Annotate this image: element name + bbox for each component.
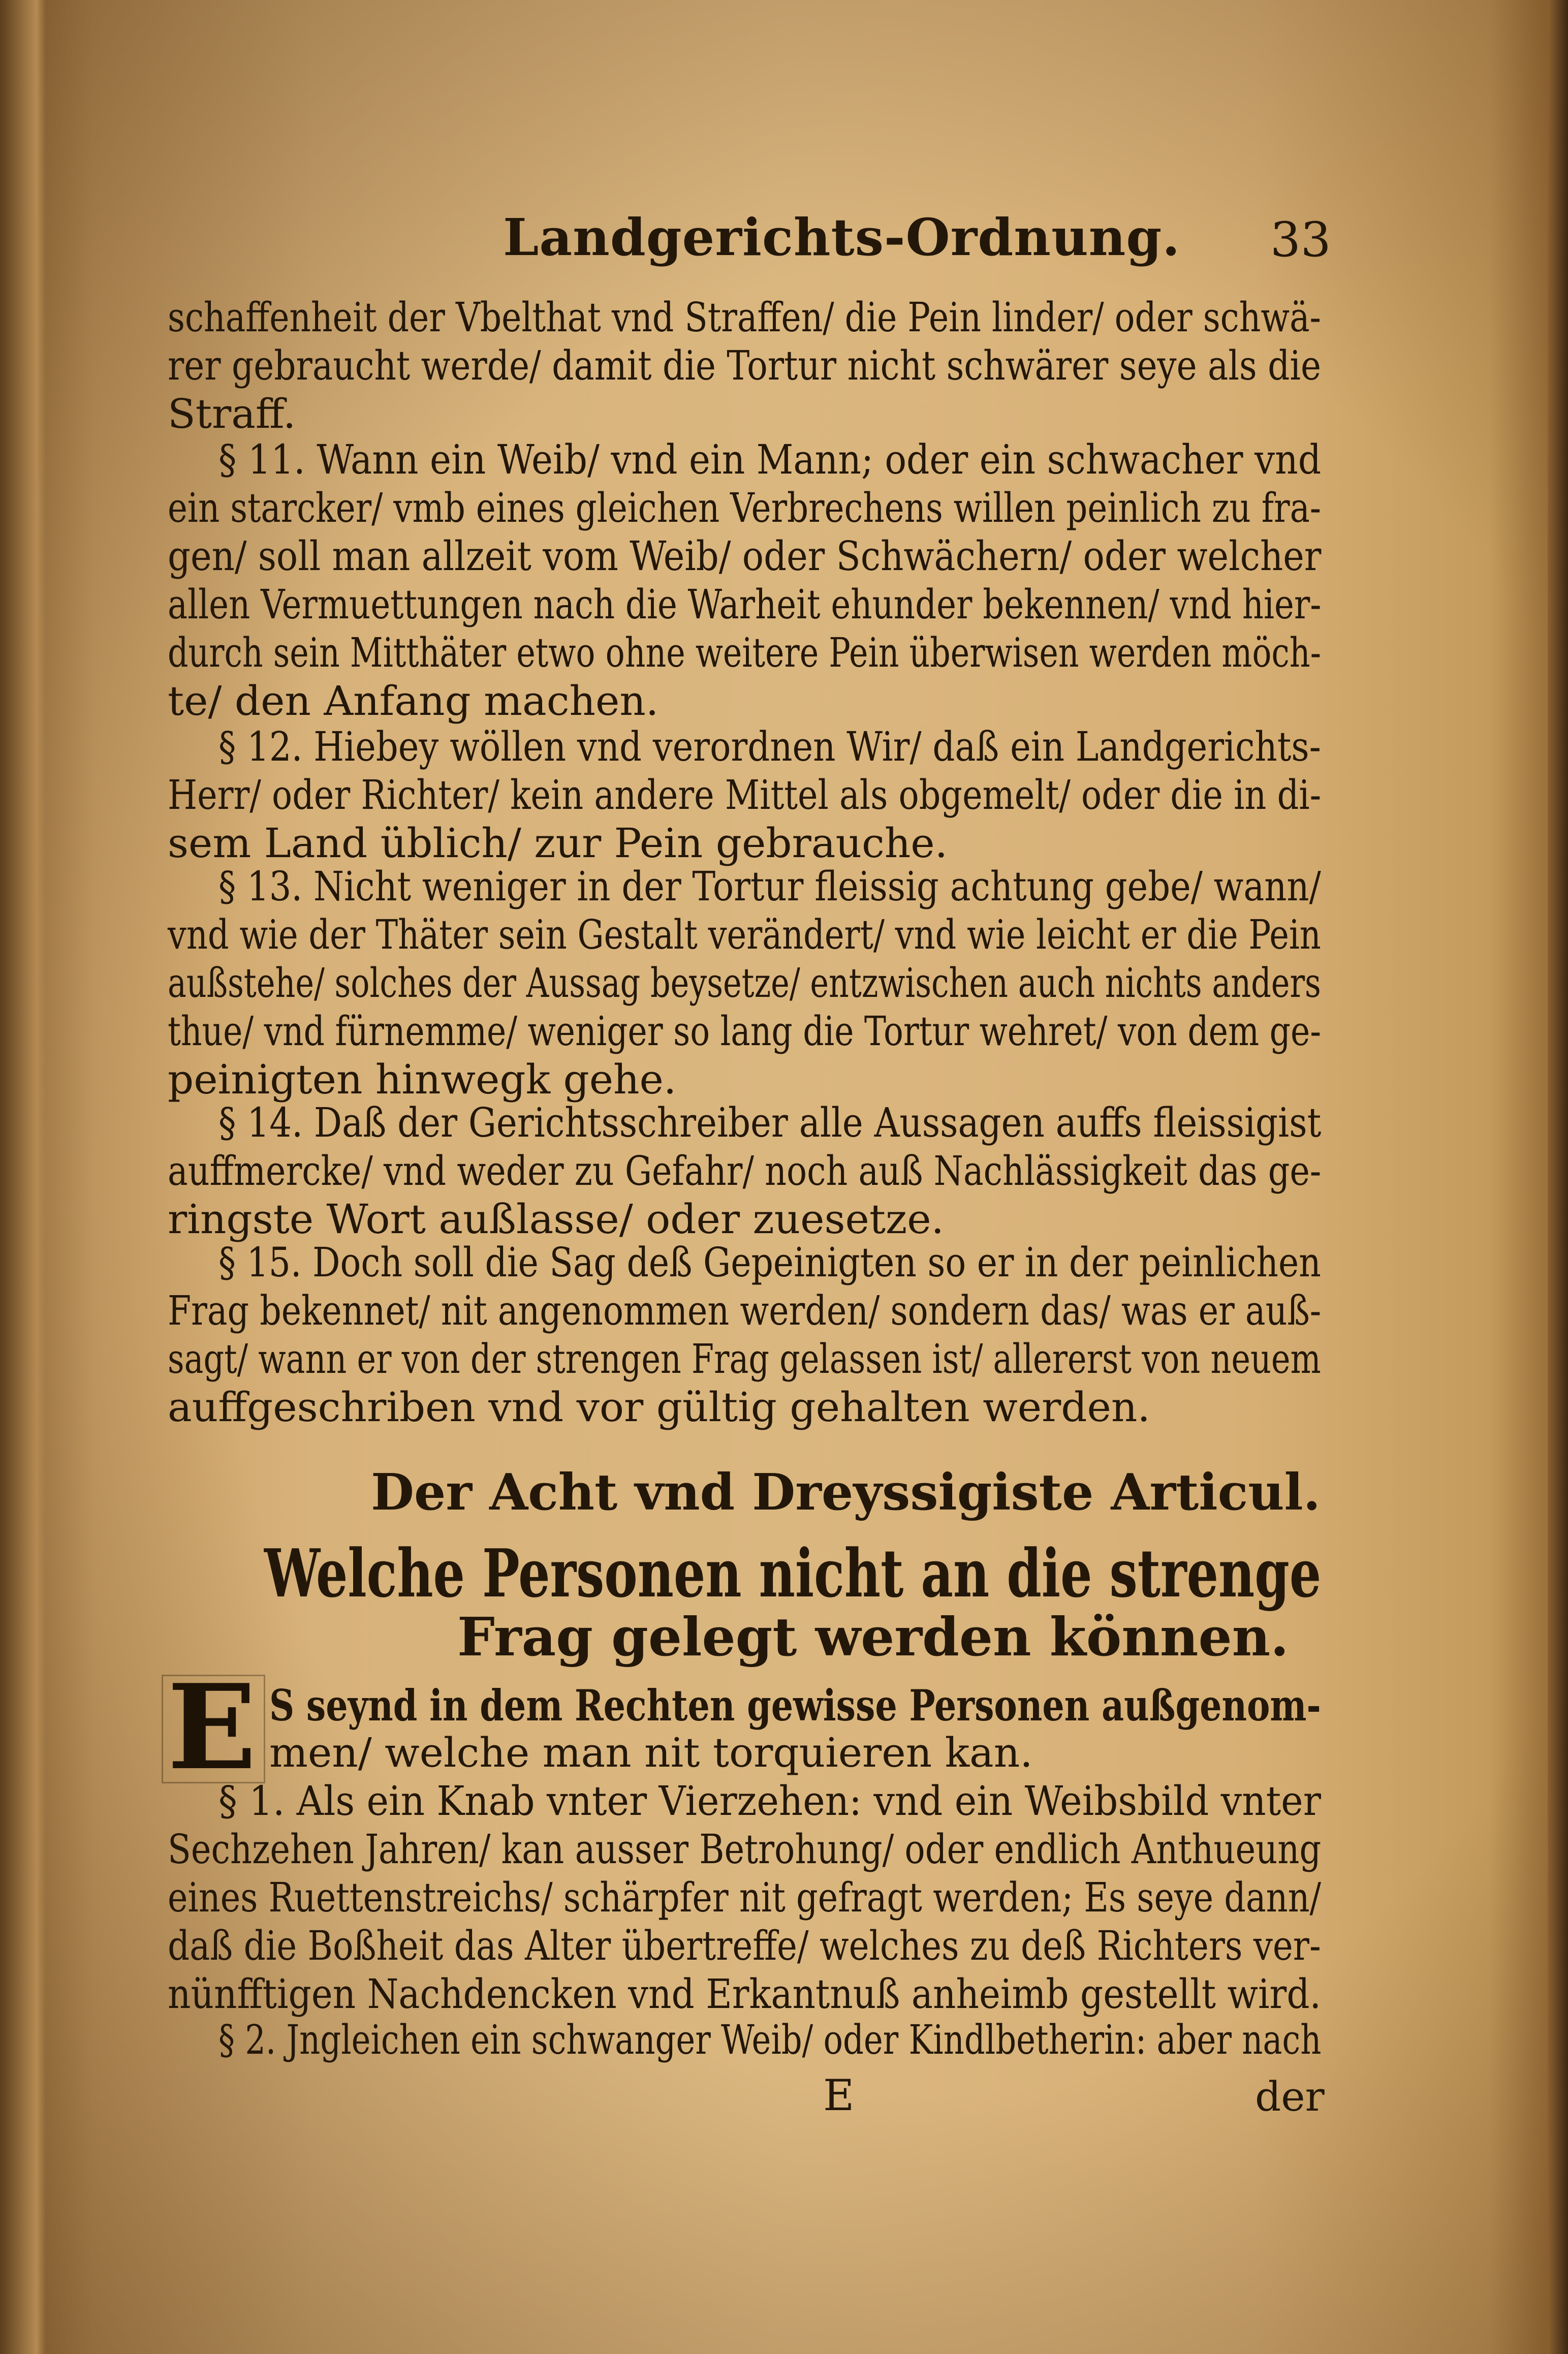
page-number: 33 [1270,212,1331,268]
text-line: thue/ vnd fürnemme/ weniger so lang die Tortur wehret/ von dem ge- [168,1008,1322,1055]
text-line: Herr/ oder Richter/ kein andere Mittel als obgemelt/ oder die in di- [168,771,1322,819]
text-line: § 1. Als ein Knab vnter Vierzehen: vnd ein Weibsbild vnter [218,1777,1321,1825]
text-line: gen/ soll man allzeit vom Weib/ oder Schwächern/ oder welcher [168,532,1322,580]
text-line: schaffenheit der Vbelthat vnd Straffen/ die Pein linder/ oder schwä- [168,294,1321,341]
text-line: § 11. Wann ein Weib/ vnd ein Mann; oder ein schwacher vnd [218,436,1322,483]
article-title: Welche Personen nicht an die strenge [264,1534,1322,1612]
text-line: te/ den Anfang machen. [168,677,659,725]
text-line: rer gebraucht werde/ damit die Tortur nicht schwärer seye als die [168,342,1321,389]
article-number-heading: Der Acht vnd Dreyssigiste Articul. [371,1463,1321,1522]
text-line: auffgeschriben vnd vor gültig gehalten werden. [168,1384,1150,1431]
text-line: nünfftigen Nachdencken vnd Erkantnuß anheimb gestellt wird. [168,1970,1321,2018]
text-line: ringste Wort außlasse/ oder zuesetze. [168,1196,944,1243]
text-line: § 13. Nicht weniger in der Tortur fleissig achtung gebe/ wann/ [218,863,1321,910]
text-line: sagt/ wann er von der strengen Frag gelassen ist/ allererst von neuem [168,1335,1321,1383]
text-line: daß die Boßheit das Alter übertreffe/ welches zu deß Richters ver- [168,1922,1321,1969]
signature-mark: E [823,2070,855,2120]
text-line: durch sein Mitthäter etwo ohne weitere Pein überwisen werden möch- [168,629,1321,676]
text-line: men/ welche man nit torquieren kan. [269,1729,1033,1776]
catchword: der [1255,2073,1325,2120]
running-title: Landgerichts-Ordnung. [503,207,1181,267]
text-line: § 2. Jngleichen ein schwanger Weib/ oder Kindlbetherin: aber nach [218,2016,1322,2063]
text-line: auffmercke/ vnd weder zu Gefahr/ noch auß Nachlässigkeit das ge- [168,1147,1322,1195]
text-line: sem Land üblich/ zur Pein gebrauche. [168,820,948,867]
text-line: eines Ruettenstreichs/ schärpfer nit gefragt werden; Es seye dann/ [168,1874,1322,1921]
text-line: § 12. Hiebey wöllen vnd verordnen Wir/ daß ein Landgerichts- [218,723,1321,770]
text-line: § 15. Doch soll die Sag deß Gepeinigten so er in der peinlichen [218,1239,1321,1286]
text-line: Sechzehen Jahren/ kan ausser Betrohung/ oder endlich Anthueung [168,1826,1322,1873]
text-line: peinigten hinwegk gehe. [168,1056,677,1103]
text-line: Frag bekennet/ nit angenommen werden/ sondern das/ was er auß- [168,1287,1322,1334]
text-line: allen Vermuettungen nach die Warheit ehunder bekennen/ vnd hier- [168,581,1322,628]
text-line: Straff. [168,390,296,437]
text-line: ein starcker/ vmb eines gleichen Verbrechens willen peinlich zu fra- [168,484,1322,531]
text-line: vnd wie der Thäter sein Gestalt verändert/ vnd wie leicht er die Pein [168,911,1321,958]
page-edge-shadow [1548,0,1568,2354]
text-line: außstehe/ solches der Aussag beysetze/ entzwischen auch nichts anders [168,959,1321,1007]
article-subtitle: Frag gelegt werden können. [457,1606,1289,1668]
text-line: S seynd in dem Rechten gewisse Personen außgenom- [269,1680,1321,1731]
page-gutter-shadow [0,0,46,2354]
text-line: § 14. Daß der Gerichtsschreiber alle Aussagen auffs fleissigist [218,1099,1322,1146]
drop-cap-initial: E [167,1659,257,1796]
